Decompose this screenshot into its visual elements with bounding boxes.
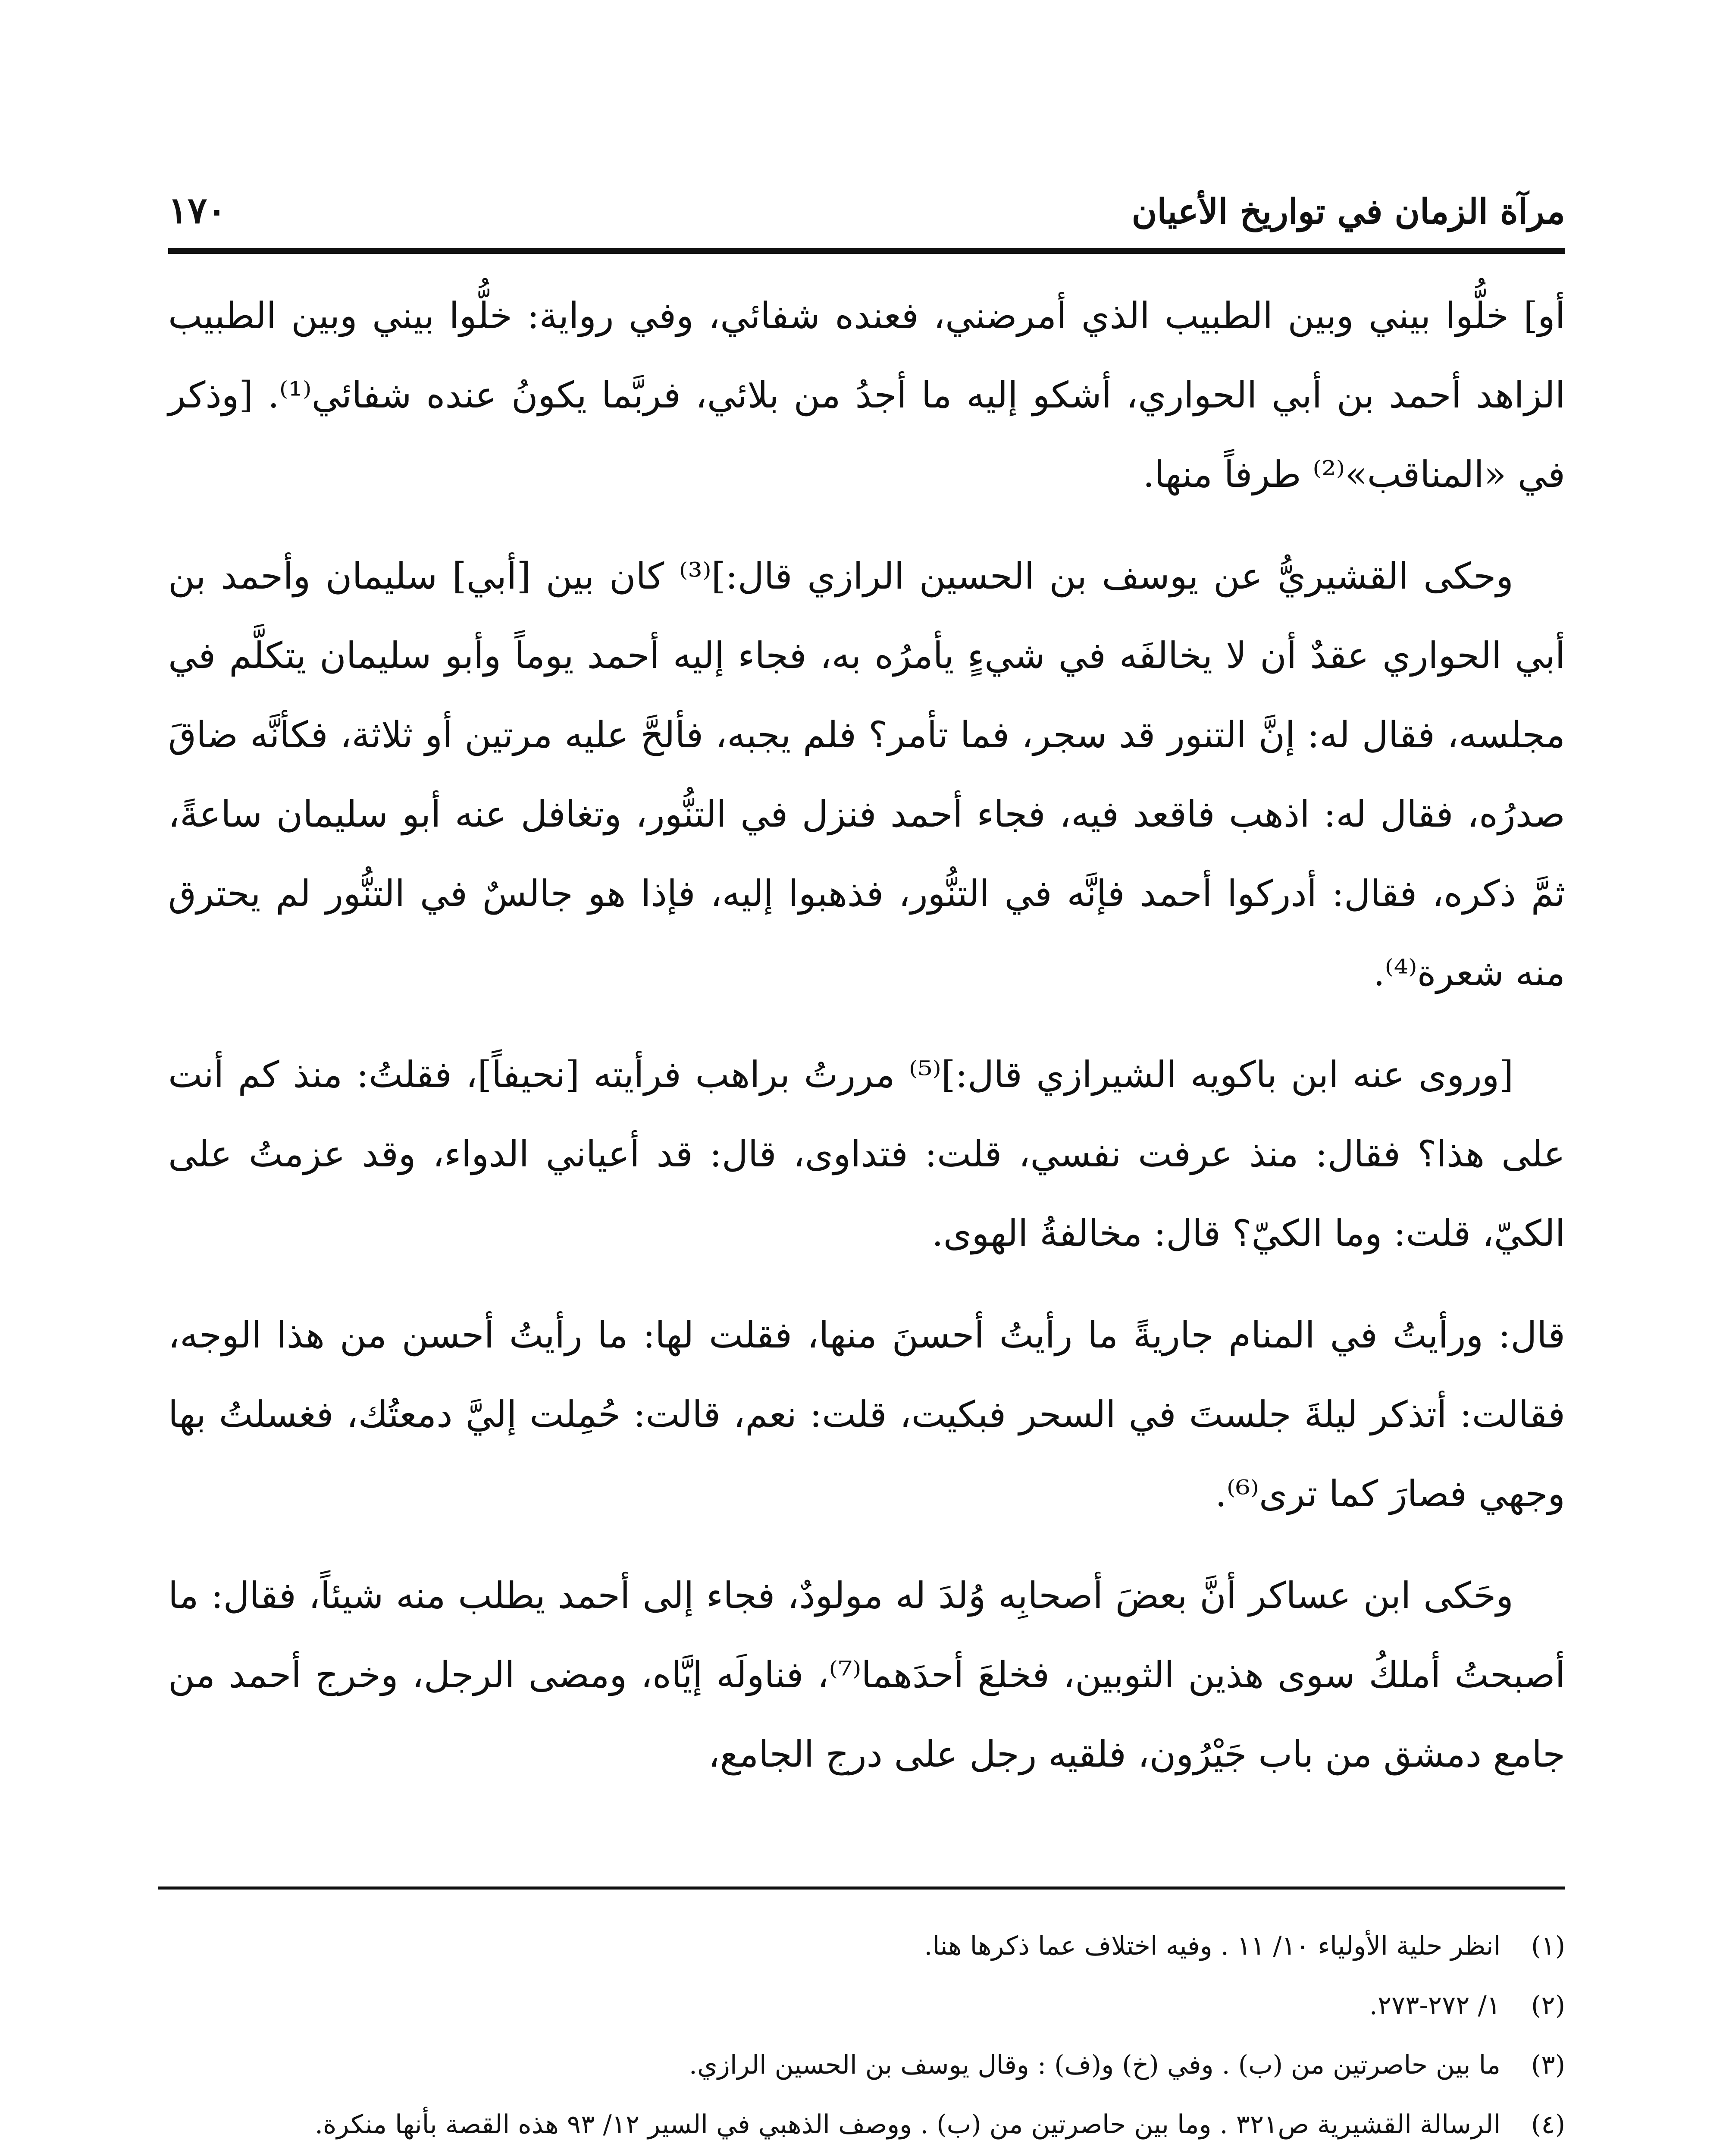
paragraph: وحَكى ابن عساكر أنَّ بعضَ أصحابِه وُلدَ له مولودٌ، فجاء إلى أحمد يطلب منه شيئاً، فقال: ما أصبحتُ أملكُ سوى هذين الثوبين، فخلعَ أحدَهما⁽⁷⁾، فناولَه إيَّاه، ومضى الرجل، وخرج أحمد من جامع دمشق من باب جَيْرُون، فلقيه رجل على درج الجامع، bbox=[168, 1574, 1565, 1775]
footnote-text: الرسالة القشيرية ص٣٢١ . وما بين حاصرتين من (ب) . ووصف الذهبي في السير ١٢/ ٩٣ هذه القصة بأنها منكرة. bbox=[314, 2109, 1501, 2140]
footnote-number: (١) bbox=[1531, 1931, 1565, 1961]
footnote-number: (٢) bbox=[1531, 1990, 1565, 2021]
footnotes bbox=[168, 1919, 1565, 2156]
paragraph: قال: ورأيتُ في المنام جاريةً ما رأيتُ أحسنَ منها، فقلت لها: ما رأيتُ أحسن من هذا الوجه، فقالت: أتذكر ليلةَ جلستَ في السحر فبكيت، قلت: نعم، قالت: حُمِلت إليَّ دمعتُك، فغسلتُ بها وجهي فصارَ كما ترى⁽⁶⁾. bbox=[168, 1314, 1565, 1515]
footnote-number: (٣) bbox=[1531, 2050, 1565, 2080]
footnote-text: ١/ ٢٧٢-٢٧٣. bbox=[1369, 1990, 1501, 2021]
running-header bbox=[168, 160, 1565, 232]
footnote-item bbox=[168, 1978, 1565, 2033]
footnote-item bbox=[168, 1919, 1565, 1973]
book-title: مرآة الزمان في تواريخ الأعيان bbox=[1131, 191, 1565, 232]
paragraph: أو] خلُّوا بيني وبين الطبيب الذي أمرضني، فعنده شفائي، وفي رواية: خلُّوا بيني وبين الطبيب الزاهد أحمد بن أبي الحواري، أشكو إليه ما أجدُ من بلائي، فربَّما يكونُ عنده شفائي⁽¹⁾. [وذكر في «المناقب»⁽²⁾ طرفاً منها. bbox=[168, 295, 1565, 495]
footnote-text: انظر حلية الأولياء ١٠/ ١١ . وفيه اختلاف عما ذكرها هنا. bbox=[924, 1931, 1501, 1961]
header-rule bbox=[168, 248, 1565, 254]
page-number: ١٧٠ bbox=[168, 189, 227, 232]
footnote-item bbox=[168, 2097, 1565, 2152]
footnote-item bbox=[168, 2038, 1565, 2092]
main-text bbox=[168, 276, 1565, 1816]
footnote-number: (٤) bbox=[1531, 2109, 1565, 2140]
footnote-rule bbox=[158, 1887, 1565, 1890]
paragraph: وحكى القشيريُّ عن يوسف بن الحسين الرازي قال:]⁽³⁾ كان بين [أبي] سليمان وأحمد بن أبي الحواري عقدٌ أن لا يخالفَه في شيءٍ يأمرُه به، فجاء إليه أحمد يوماً وأبو سليمان يتكلَّم في مجلسه، فقال له: إنَّ التنور قد سجر، فما تأمر؟ فلم يجبه، فألحَّ عليه مرتين أو ثلاثة، فكأنَّه ضاقَ صدرُه، فقال له: اذهب فاقعد فيه، فجاء أحمد فنزل في التنُّور، وتغافل عنه أبو سليمان ساعةً، ثمَّ ذكره، فقال: أدركوا أحمد فإنَّه في التنُّور، فذهبوا إليه، فإذا هو جالسٌ في التنُّور لم يحترق منه شعرة⁽⁴⁾. bbox=[168, 555, 1565, 994]
paragraph: [وروى عنه ابن باكويه الشيرازي قال:]⁽⁵⁾ مررتُ براهب فرأيته [نحيفاً]، فقلتُ: منذ كم أنت على هذا؟ فقال: منذ عرفت نفسي، قلت: فتداوى، قال: قد أعياني الدواء، وقد عزمتُ على الكيّ، قلت: وما الكيّ؟ قال: مخالفةُ الهوى. bbox=[168, 1053, 1565, 1254]
footnote-text: ما بين حاصرتين من (ب) . وفي (خ) و(ف) : وقال يوسف بن الحسين الرازي. bbox=[689, 2050, 1501, 2080]
